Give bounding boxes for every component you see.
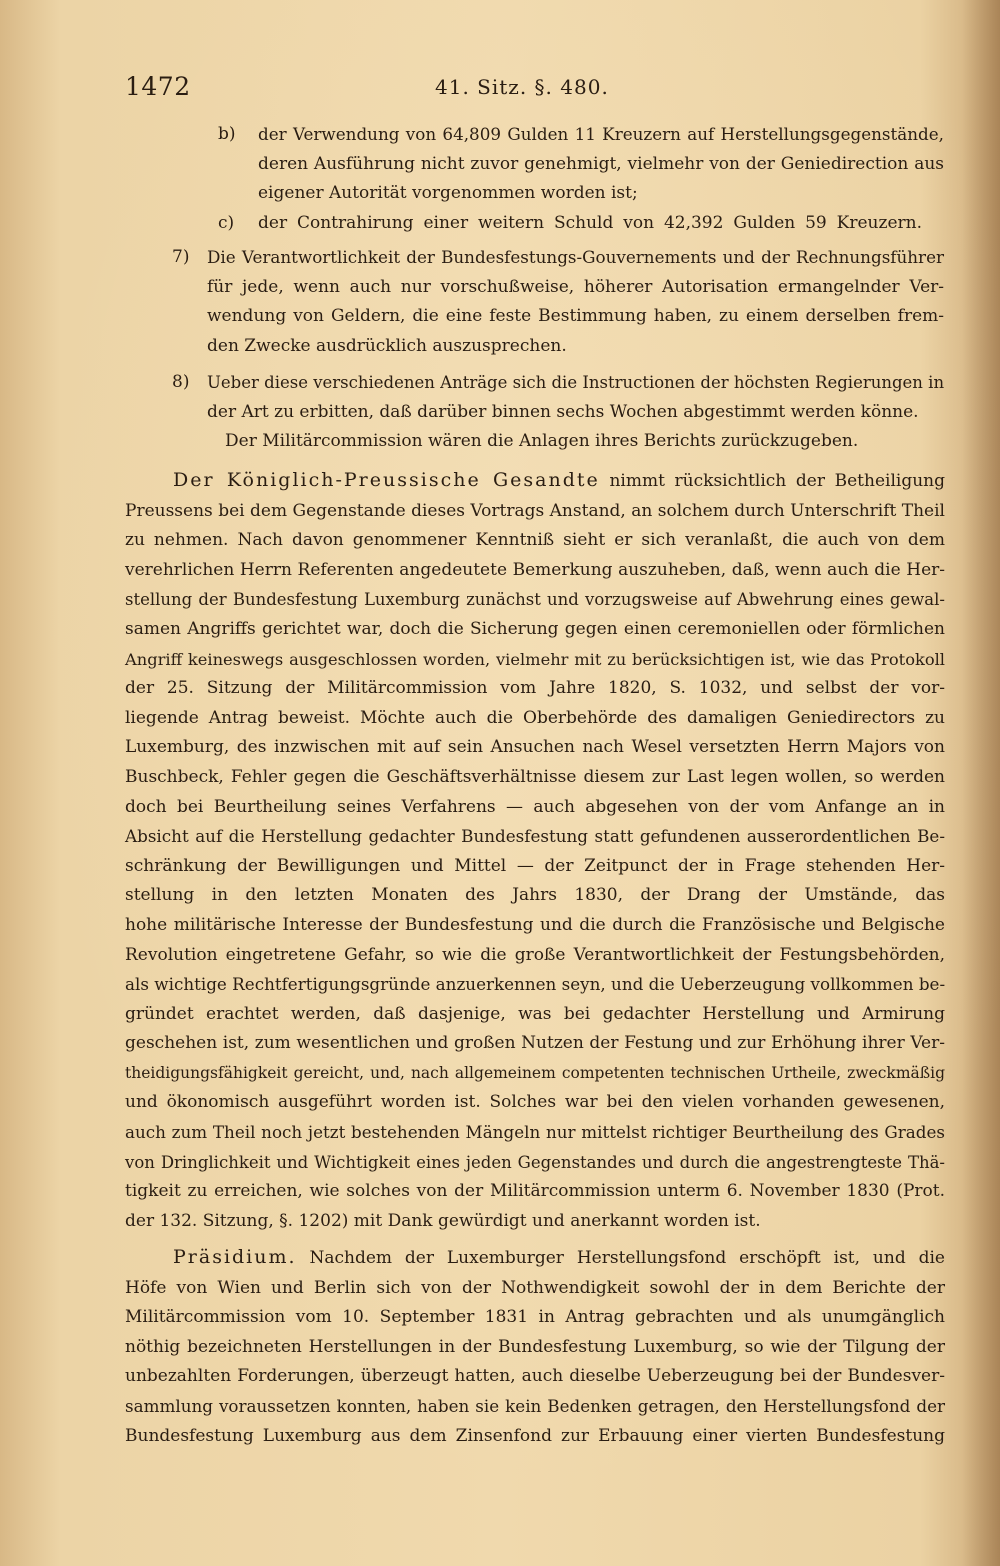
item-7-label: 7): [172, 247, 190, 267]
page-edge-shadow: [962, 0, 1000, 1566]
paragraph-line: theidigungsfähigkeit gereicht, und, nach allgemeinem competenten technischen Urtheile, zweckmäßig: [125, 1063, 945, 1082]
item-8-line: Ueber diese verschiedenen Anträge sich die Instructionen der höchsten Regierungen in: [207, 373, 945, 392]
paragraph-line: Preussens bei dem Gegenstande dieses Vortrags Anstand, an solchem durch Unterschrift Theil: [125, 500, 945, 521]
item-8-label: 8): [172, 372, 190, 392]
item-b-line: eigener Autorität vorgenommen worden ist;: [258, 183, 638, 204]
paragraph-line: gründet erachtet werden, daß dasjenige, was bei gedachter Herstellung und Armirung: [125, 1003, 945, 1024]
paragraph-line: stellung der Bundesfestung Luxemburg zunächst und vorzugsweise auf Abwehrung eines gewal-: [125, 590, 945, 610]
item-b: [258, 120, 944, 209]
paragraph-line: Revolution eingetretene Gefahr, so wie die große Verantwortlichkeit der Festungsbehörden,: [125, 944, 945, 965]
paragraph-line: von Dringlichkeit und Wichtigkeit eines jeden Gegenstandes und durch die angestrengteste Thä-: [125, 1152, 945, 1172]
paragraph-first-line: [125, 466, 945, 497]
paragraph-line: und ökonomisch ausgeführt worden ist. Solches war bei den vielen vorhanden gewesenen,: [125, 1092, 945, 1113]
item-8-line: der Art zu erbitten, daß darüber binnen sechs Wochen abgestimmt werden könne.: [207, 401, 919, 422]
item-7-line: wendung von Geldern, die eine feste Bestimmung haben, zu einem derselben frem-: [207, 306, 944, 327]
paragraph-line: Buschbeck, Fehler gegen die Geschäftsverhältnisse diesem zur Last legen wollen, so werden: [125, 766, 945, 787]
speaker-name: Der Königlich-Preussische Gesandte: [173, 469, 600, 491]
paragraph-line: auch zum Theil noch jetzt bestehenden Mängeln nur mittelst richtiger Beurtheilung des Grades: [125, 1122, 945, 1143]
paragraph-line: sammlung voraussetzen konnten, haben sie kein Bedenken getragen, den Herstellungsfond der: [125, 1395, 945, 1416]
paragraph-line: unbezahlten Forderungen, überzeugt hatten, auch dieselbe Ueberzeugung bei der Bundesver-: [125, 1366, 945, 1387]
paragraph-line: Nachdem der Luxemburger Herstellungsfond erschöpft ist, und die: [309, 1248, 945, 1268]
paragraph-line: Absicht auf die Herstellung gedachter Bundesfestung statt gefundenen ausserordentlichen Be-: [125, 826, 945, 847]
item-8: [207, 368, 944, 457]
page-number: 1472: [125, 72, 191, 101]
paragraph-line: hohe militärische Interesse der Bundesfestung und die durch die Französische und Belgische: [125, 914, 945, 935]
item-7-line: für jede, wenn auch nur vorschußweise, höherer Autorisation ermangelnder Ver-: [207, 276, 944, 297]
paragraph-prussian-envoy: [125, 466, 945, 1236]
item-c-label: c): [218, 213, 235, 233]
item-b-label: b): [218, 124, 236, 144]
paragraph-line: tigkeit zu erreichen, wie solches von der Militärcommission unterm 6. November 1830 (Prot.: [125, 1181, 945, 1202]
paragraph-line: Militärcommission vom 10. September 1831 in Antrag gebrachten und als unumgänglich: [125, 1307, 945, 1328]
item-c: [258, 209, 922, 239]
paragraph-line: nöthig bezeichneten Herstellungen in der Bundesfestung Luxemburg, so wie der Tilgung der: [125, 1336, 945, 1357]
paragraph-line: der 25. Sitzung der Militärcommission vom Jahre 1820, S. 1032, und selbst der vor-: [125, 678, 945, 699]
paragraph-line: samen Angriffs gerichtet war, doch die Sicherung gegen einen ceremoniellen oder förmlichen: [125, 618, 945, 639]
paragraph-line: Luxemburg, des inzwischen mit auf sein Ansuchen nach Wesel versetzten Herrn Majors von: [125, 737, 945, 758]
paragraph-line: nimmt rücksichtlich der Betheiligung: [609, 471, 945, 491]
item-b-line: deren Ausführung nicht zuvor genehmigt, vielmehr von der Geniedirection aus: [258, 153, 944, 174]
item-7-line: den Zwecke ausdrücklich auszusprechen.: [207, 335, 567, 356]
speaker-name: Präsidium.: [173, 1246, 297, 1268]
paragraph-first-line: [125, 1243, 945, 1274]
item-7-line: Die Verantwortlichkeit der Bundesfestungs-Gouvernements und der Rechnungsführer: [207, 247, 944, 267]
item-c-line: der Contrahirung einer weitern Schuld von 42,392 Gulden 59 Kreuzern.: [258, 213, 922, 233]
paragraph-praesidium: [125, 1243, 945, 1451]
paragraph-line: verehrlichen Herrn Referenten angedeutete Bemerkung auszuheben, daß, wenn auch die Her-: [125, 559, 945, 580]
paragraph-line: Höfe von Wien und Berlin sich von der Nothwendigkeit sowohl der in dem Berichte der: [125, 1277, 945, 1298]
item-7: [207, 243, 944, 361]
paragraph-line: der 132. Sitzung, §. 1202) mit Dank gewürdigt und anerkannt worden ist.: [125, 1210, 761, 1231]
running-title: 41. Sitz. §. 480.: [435, 75, 609, 99]
paragraph-line: zu nehmen. Nach davon genommener Kenntniß sieht er sich veranlaßt, die auch von dem: [125, 530, 945, 551]
paragraph-line: stellung in den letzten Monaten des Jahrs 1830, der Drang der Umstände, das: [125, 885, 945, 906]
item-b-line: der Verwendung von 64,809 Gulden 11 Kreuzern auf Herstellungsgegenstände,: [258, 124, 944, 144]
paragraph-line: schränkung der Bewilligungen und Mittel — der Zeitpunct der in Frage stehenden Her-: [125, 855, 945, 876]
paragraph-line: liegende Antrag beweist. Möchte auch die Oberbehörde des damaligen Geniedirectors zu: [125, 707, 945, 728]
paragraph-line: doch bei Beurtheilung seines Verfahrens — auch abgesehen von der vom Anfange an in: [125, 796, 945, 817]
item-8-line: Der Militärcommission wären die Anlagen ihres Berichts zurückzugeben.: [225, 431, 859, 452]
paragraph-line: Angriff keineswegs ausgeschlossen worden, vielmehr mit zu berücksichtigen ist, wie das Protokoll: [125, 649, 945, 669]
page-header: [125, 72, 945, 108]
paragraph-line: als wichtige Rechtfertigungsgründe anzuerkennen seyn, und die Ueberzeugung vollkommen be-: [125, 974, 946, 995]
paragraph-line: geschehen ist, zum wesentlichen und großen Nutzen der Festung und zur Erhöhung ihrer Ver-: [125, 1033, 945, 1054]
paragraph-line: Bundesfestung Luxemburg aus dem Zinsenfond zur Erbauung einer vierten Bundesfestung: [125, 1425, 945, 1446]
